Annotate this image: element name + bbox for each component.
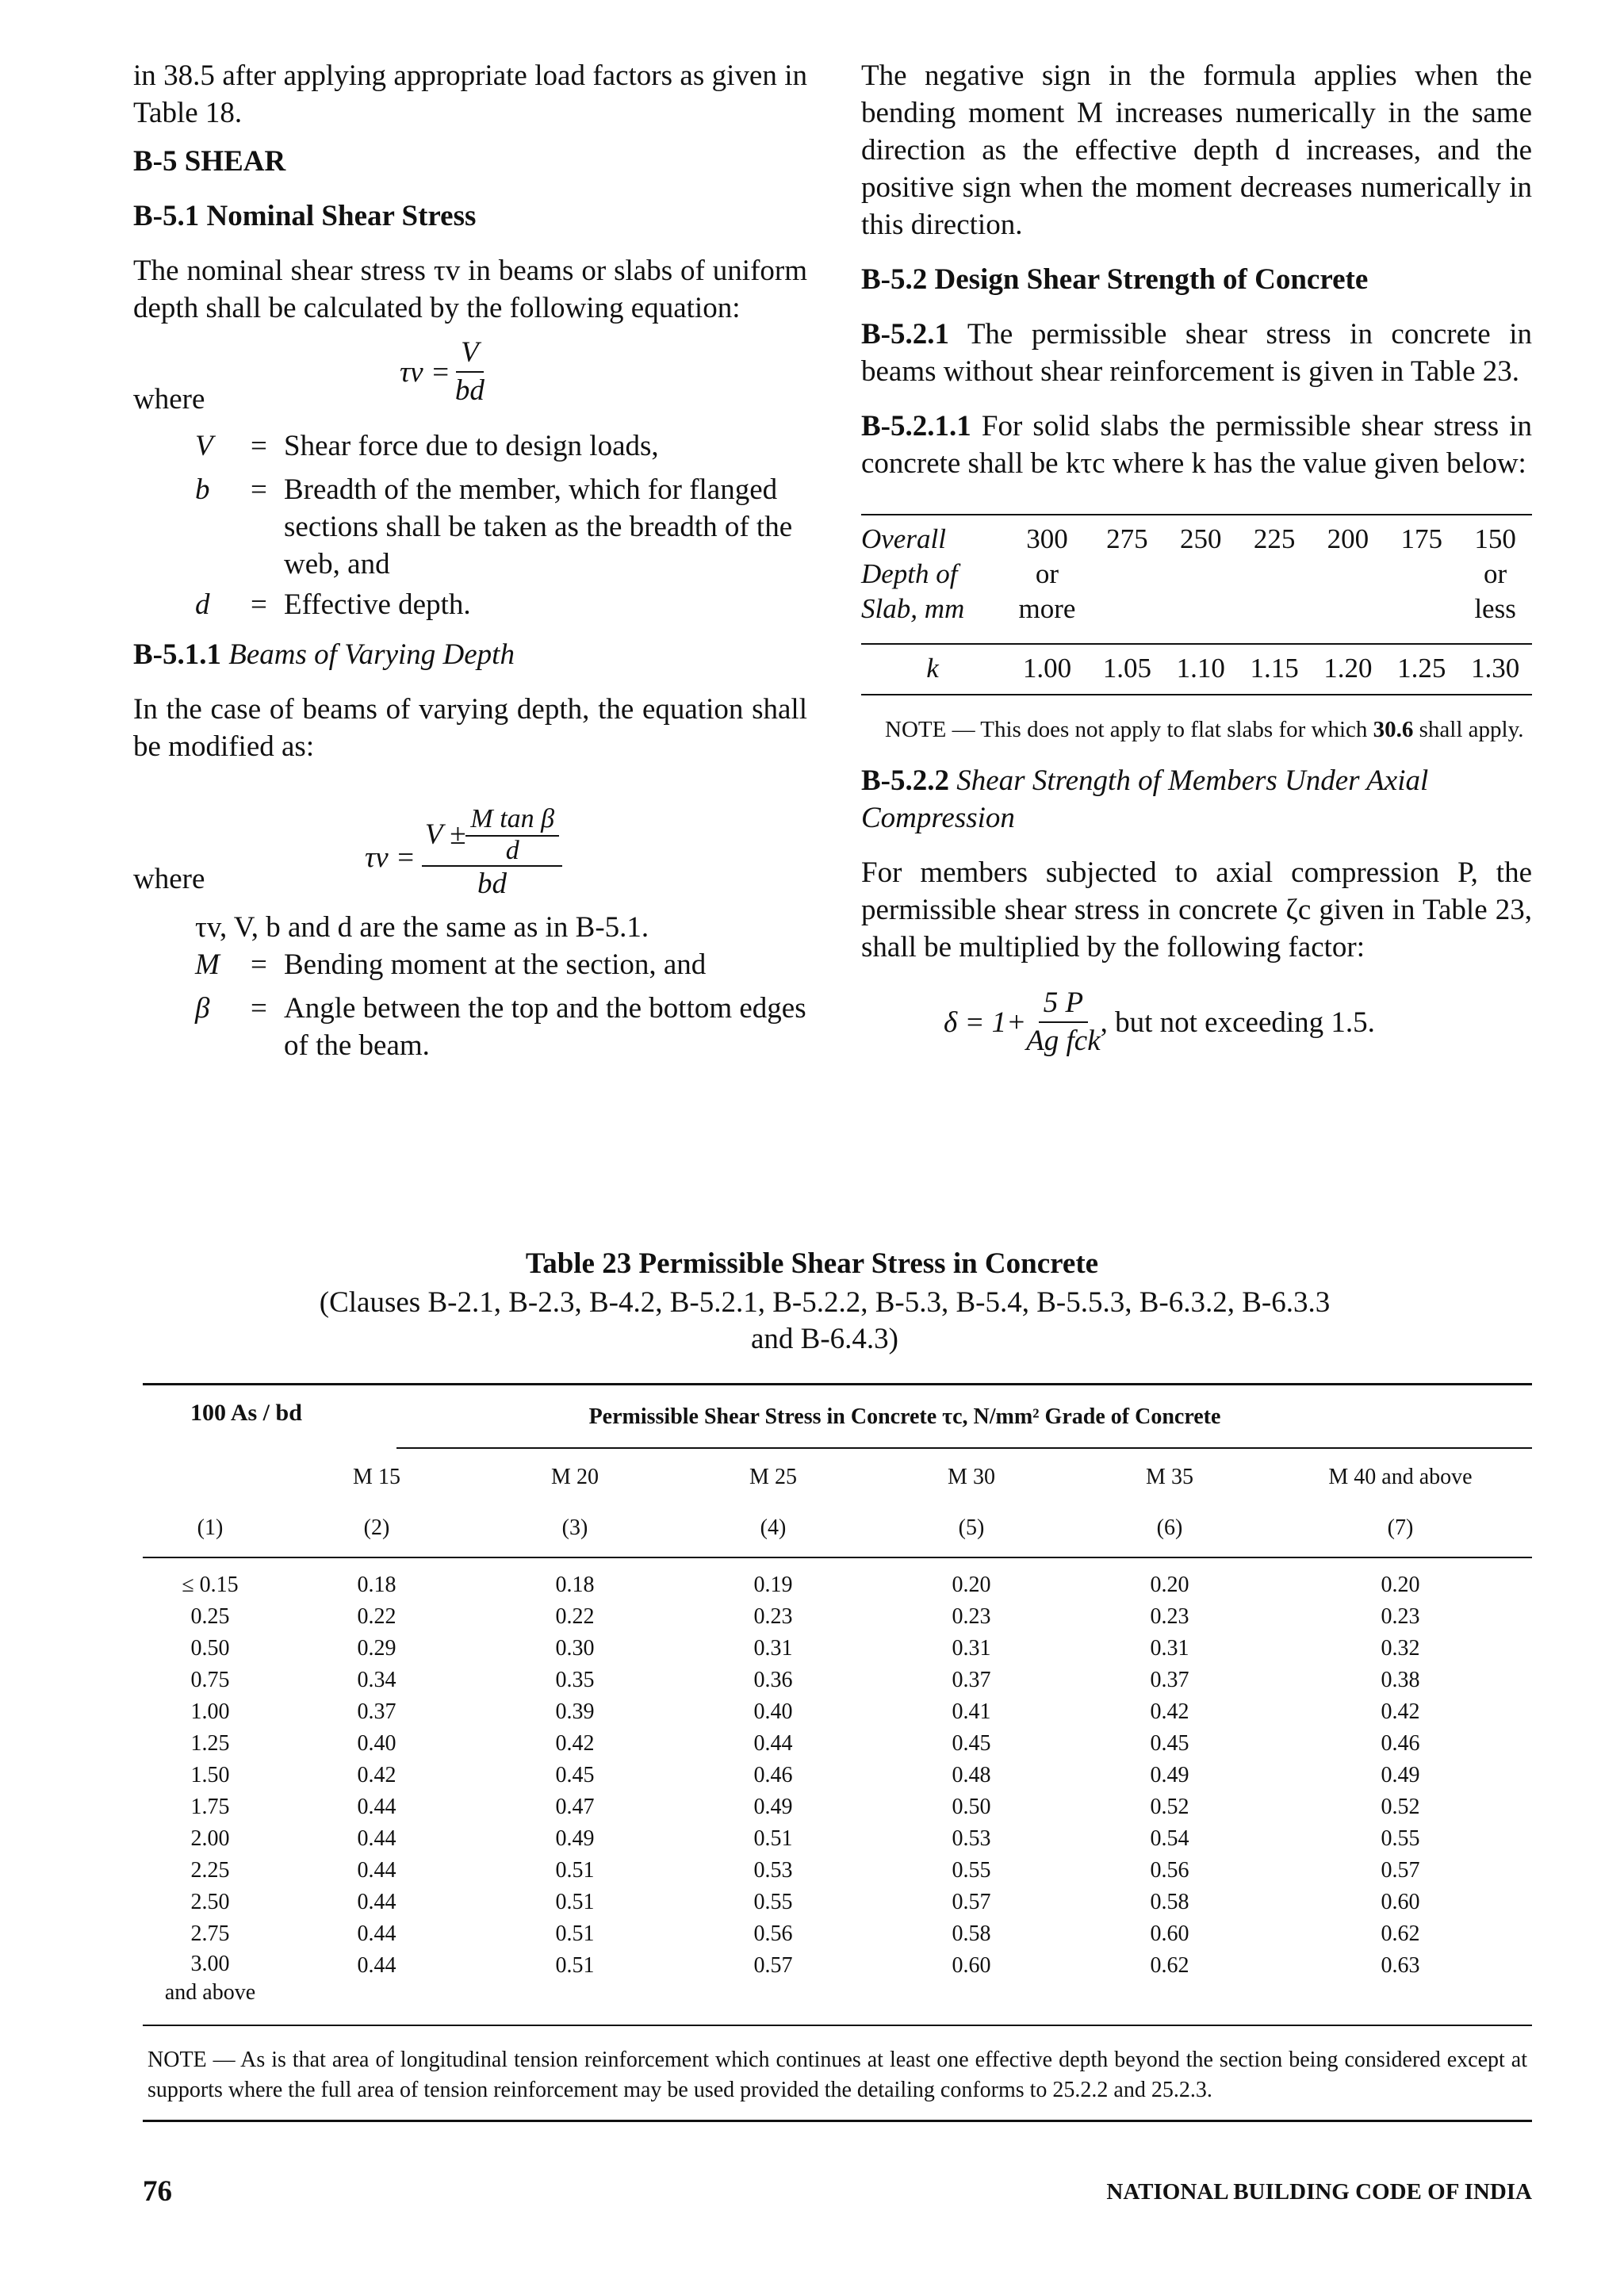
k-label: k — [861, 644, 1004, 695]
stress-cell: 0.35 — [555, 1668, 595, 1692]
definition-same-as: τv, V, b and d are the same as in B-5.1. — [195, 911, 649, 944]
sign-paragraph: The negative sign in the formula applies when the bending moment M increases numerically in the same direction as the effective depth d increases, and the positive sign when the moment decreases numerically in this direction. — [861, 59, 1532, 241]
stress-cell: 0.52 — [1150, 1795, 1189, 1819]
stress-cell: 0.42 — [1150, 1699, 1189, 1724]
heading-title: Nominal Shear Stress — [206, 200, 477, 232]
table-row — [143, 1950, 1532, 2007]
column-number: (3) — [561, 1515, 588, 1540]
ratio-cell: ≤ 0.15 — [182, 1573, 239, 1597]
depth-cell: 250 — [1164, 515, 1238, 626]
table-row — [143, 1569, 1532, 1601]
stress-cell: 0.31 — [753, 1636, 793, 1661]
stress-cell: 0.45 — [555, 1763, 595, 1787]
stress-cell: 0.42 — [357, 1763, 396, 1787]
definition-text: Shear force due to design loads, — [284, 430, 659, 462]
nominal-shear-paragraph: The nominal shear stress τv in beams or slabs of uniform depth shall be calculated by the following equation: — [133, 255, 807, 324]
stress-cell: 0.54 — [1150, 1826, 1189, 1851]
slab-depth-factor-table — [861, 514, 1532, 695]
grade-header: M 40 and above — [1328, 1465, 1473, 1489]
subsection-heading-nominal — [133, 197, 807, 235]
stress-cell: 0.36 — [753, 1668, 793, 1692]
table-row — [143, 1665, 1532, 1696]
depth-cell: 175 — [1385, 515, 1458, 626]
stress-cell: 0.37 — [357, 1699, 396, 1724]
stress-cell: 0.44 — [357, 1953, 396, 1978]
stress-cell: 0.47 — [555, 1795, 595, 1819]
stress-cell: 0.56 — [1150, 1858, 1189, 1883]
denominator: bd — [454, 374, 485, 407]
equation-nominal-shear — [133, 331, 807, 411]
stress-cell: 0.55 — [753, 1890, 793, 1914]
stress-cell: 0.51 — [555, 1953, 595, 1978]
ratio-cell: 2.75 — [190, 1921, 230, 1946]
stress-cell: 0.55 — [1381, 1826, 1420, 1851]
table-bottom-rule — [143, 2120, 1532, 2122]
table-row — [143, 1918, 1532, 1950]
k-value: 1.30 — [1458, 644, 1532, 695]
table-row — [143, 1696, 1532, 1728]
equation-axial-factor — [861, 982, 1532, 1069]
publication-title: NATIONAL BUILDING CODE OF INDIA — [1106, 2179, 1532, 2205]
table-row — [143, 1855, 1532, 1887]
column-number: (6) — [1156, 1515, 1183, 1540]
definitions-list-2 — [133, 909, 807, 1064]
stress-cell: 0.57 — [753, 1953, 793, 1978]
definition-v: V = Shear force due to design loads, — [133, 427, 807, 465]
definitions-list — [133, 427, 807, 623]
grade-header: M 30 — [948, 1465, 995, 1489]
stress-cell: 0.49 — [1150, 1763, 1189, 1787]
table-note: NOTE — As is that area of longitudinal tension reinforcement which continues at least one effective depth beyond the section being considered except at supports where the full area of tension reinforcement may be used provided the detailing conforms to 25.2.2 and 25.2.3. — [147, 2048, 1527, 2102]
k-value: 1.20 — [1311, 644, 1385, 695]
stress-cell: 0.51 — [555, 1890, 595, 1914]
stress-cell: 0.56 — [753, 1921, 793, 1946]
stress-cell: 0.49 — [1381, 1763, 1420, 1787]
axial-paragraph: For members subjected to axial compression P, the permissible shear stress in concrete ζc given in Table 23, shall be multiplied by the following factor: — [861, 856, 1532, 964]
stress-cell: 0.30 — [555, 1636, 595, 1661]
table-title: Table 23 Permissible Shear Stress in Concrete — [525, 1247, 1099, 1280]
depth-cell: 150 or less — [1458, 515, 1532, 626]
definition-d: d = Effective depth. — [133, 586, 807, 623]
stress-cell: 0.51 — [555, 1858, 595, 1883]
definition-symbol: d — [195, 588, 210, 621]
table-header — [143, 1385, 1532, 1557]
heading-number: B-5.1 — [133, 200, 200, 232]
depth-cell: 200 — [1311, 515, 1385, 626]
table-row — [143, 1760, 1532, 1791]
stress-cell: 0.52 — [1381, 1795, 1420, 1819]
ratio-cell: 0.50 — [190, 1636, 230, 1661]
column-number: (4) — [760, 1515, 787, 1540]
stress-cell: 0.41 — [952, 1699, 991, 1724]
where-label: where — [133, 863, 205, 895]
ratio-cell: 1.50 — [190, 1763, 230, 1787]
stress-cell: 0.62 — [1381, 1921, 1420, 1946]
stress-cell: 0.44 — [357, 1858, 396, 1883]
equation-fraction — [455, 335, 485, 409]
left-column — [133, 57, 807, 1064]
stress-cell: 0.18 — [357, 1573, 396, 1597]
heading-title: Shear Strength of Members Under Axial Compression — [861, 764, 1429, 834]
equation-fraction — [422, 803, 562, 902]
ratio-cell: 2.25 — [190, 1858, 230, 1883]
k-value: 1.25 — [1385, 644, 1458, 695]
stress-cell: 0.23 — [1381, 1604, 1420, 1629]
stress-cell: 0.42 — [1381, 1699, 1420, 1724]
equation-fraction — [1026, 985, 1100, 1059]
stress-cell: 0.60 — [952, 1953, 991, 1978]
stress-cell: 0.46 — [1381, 1731, 1420, 1756]
group-header-rule — [396, 1447, 1532, 1449]
stress-cell: 0.62 — [1150, 1953, 1189, 1978]
definition-symbol: β — [195, 992, 210, 1025]
stress-cell: 0.39 — [555, 1699, 595, 1724]
k-value-row — [861, 644, 1532, 695]
ratio-cell: 2.50 — [190, 1890, 230, 1914]
definition-b: b = Breadth of the member, which for flanged sections shall be taken as the breadth of the web, and — [133, 471, 807, 583]
k-value: 1.10 — [1164, 644, 1238, 695]
stress-cell: 0.44 — [357, 1795, 396, 1819]
stress-cell: 0.63 — [1381, 1953, 1420, 1978]
stress-cell: 0.55 — [952, 1858, 991, 1883]
subsection-heading-design: B-5.2 Design Shear Strength of Concrete — [861, 263, 1369, 296]
ratio-cell: 2.00 — [190, 1826, 230, 1851]
stress-cell: 0.22 — [555, 1604, 595, 1629]
stress-cell: 0.48 — [952, 1763, 991, 1787]
definition-beta: β = Angle between the top and the bottom edges of the beam. — [133, 990, 807, 1064]
section-heading-shear: B-5 SHEAR — [133, 145, 286, 178]
table-row — [143, 1887, 1532, 1918]
table-body — [143, 1558, 1532, 2025]
stress-cell: 0.45 — [952, 1731, 991, 1756]
stress-cell: 0.37 — [952, 1668, 991, 1692]
k-value: 1.15 — [1238, 644, 1312, 695]
heading-title: Beams of Varying Depth — [228, 638, 515, 671]
stress-cell: 0.49 — [555, 1826, 595, 1851]
table-row — [143, 1791, 1532, 1823]
k-value: 1.05 — [1090, 644, 1164, 695]
equation-varying-depth — [133, 772, 807, 900]
ratio-cell: 3.00 and above — [164, 1952, 256, 2005]
definition-text: Angle between the top and the bottom edges of the beam. — [284, 992, 806, 1062]
stress-cell: 0.20 — [1150, 1573, 1189, 1597]
depth-label: Overall Depth of Slab, mm — [861, 515, 1004, 626]
stress-cell: 0.20 — [1381, 1573, 1420, 1597]
ratio-cell: 1.75 — [190, 1795, 230, 1819]
definition-text: Bending moment at the section, and — [284, 948, 707, 981]
grade-header: M 20 — [551, 1465, 599, 1489]
stress-cell: 0.40 — [357, 1731, 396, 1756]
stress-cell: 0.57 — [1381, 1858, 1420, 1883]
subsection-heading-varying — [133, 636, 807, 673]
stress-cell: 0.23 — [753, 1604, 793, 1629]
definition-symbol: b — [195, 473, 210, 506]
stress-cell: 0.23 — [1150, 1604, 1189, 1629]
stress-cell: 0.19 — [753, 1573, 793, 1597]
definition-symbol: M — [195, 948, 220, 981]
definition-text: Breadth of the member, which for flanged sections shall be taken as the breadth of the web, and — [284, 473, 793, 580]
clause-number: B-5.2.1.1 — [861, 410, 971, 442]
stress-cell: 0.53 — [952, 1826, 991, 1851]
depth-cell: 300 or more — [1004, 515, 1090, 626]
stress-cell: 0.51 — [753, 1826, 793, 1851]
column-number: (2) — [363, 1515, 390, 1540]
denominator: bd — [477, 868, 507, 900]
grade-header: M 35 — [1146, 1465, 1193, 1489]
depth-cell: 225 — [1238, 515, 1312, 626]
stress-cell: 0.31 — [952, 1636, 991, 1661]
denominator: Ag fck — [1026, 1025, 1101, 1057]
table-row — [143, 1601, 1532, 1633]
numerator-left: V ± — [424, 818, 466, 851]
equation-lhs: τv = — [365, 841, 416, 874]
stress-cell: 0.42 — [555, 1731, 595, 1756]
stress-cell: 0.45 — [1150, 1731, 1189, 1756]
stress-cell: 0.44 — [357, 1921, 396, 1946]
stress-cell: 0.58 — [1150, 1890, 1189, 1914]
clause-text: The permissible shear stress in concrete in beams without shear reinforcement is given in Table 23. — [861, 318, 1532, 388]
stress-cell: 0.44 — [357, 1826, 396, 1851]
stress-cell: 0.23 — [952, 1604, 991, 1629]
ratio-label: 100 As / bd — [190, 1400, 302, 1426]
clause-text: For solid slabs the permissible shear stress in concrete shall be kτc where k has the value given below: — [861, 410, 1533, 480]
depth-row — [861, 515, 1532, 626]
stress-cell: 0.44 — [753, 1731, 793, 1756]
where-label: where — [133, 383, 205, 416]
column-number: (7) — [1387, 1515, 1414, 1540]
definition-m: M = Bending moment at the section, and — [133, 946, 807, 983]
stress-cell: 0.49 — [753, 1795, 793, 1819]
table-row — [143, 1633, 1532, 1665]
varying-depth-paragraph: In the case of beams of varying depth, the equation shall be modified as: — [133, 693, 807, 763]
group-header: Permissible Shear Stress in Concrete τc, N/mm² Grade of Concrete — [588, 1404, 1221, 1429]
right-column — [861, 57, 1532, 1069]
column-number: (1) — [197, 1515, 224, 1540]
stress-cell: 0.34 — [357, 1668, 396, 1692]
grade-header: M 25 — [749, 1465, 797, 1489]
page-number: 76 — [143, 2175, 172, 2208]
stress-cell: 0.60 — [1150, 1921, 1189, 1946]
table-clauses: (Clauses B-2.1, B-2.3, B-4.2, B-5.2.1, B-5.2.2, B-5.3, B-5.4, B-5.5.3, B-6.3.2, B-6.3.3 and B-6.4.3) — [319, 1286, 1331, 1355]
stress-cell: 0.46 — [753, 1763, 793, 1787]
stress-cell: 0.50 — [952, 1795, 991, 1819]
table-row — [143, 1823, 1532, 1855]
column-number: (5) — [958, 1515, 985, 1540]
equation-tail: , but not exceeding 1.5. — [1100, 1006, 1375, 1039]
stress-cell: 0.58 — [952, 1921, 991, 1946]
stress-cell: 0.53 — [753, 1858, 793, 1883]
stress-cell: 0.37 — [1150, 1668, 1189, 1692]
grade-header-row — [143, 1462, 1532, 1493]
numerator: V — [456, 335, 484, 373]
k-table-note: NOTE — This does not apply to flat slabs for which 30.6 shall apply. — [885, 717, 1524, 742]
definition-symbol: V — [195, 430, 213, 462]
ratio-cell: 0.25 — [190, 1604, 230, 1629]
paragraph-b521 — [861, 316, 1532, 390]
subsection-heading-axial — [861, 762, 1532, 837]
stress-cell: 0.22 — [357, 1604, 396, 1629]
intro-paragraph: in 38.5 after applying appropriate load factors as given in Table 18. — [133, 59, 807, 129]
stress-cell: 0.29 — [357, 1636, 396, 1661]
stress-cell: 0.38 — [1381, 1668, 1420, 1692]
ratio-cell: 1.25 — [190, 1731, 230, 1756]
stress-cell: 0.40 — [753, 1699, 793, 1724]
stress-cell: 0.32 — [1381, 1636, 1420, 1661]
definition-text: Effective depth. — [284, 588, 471, 621]
inner-fraction: $\frac{\text{M tan β}}{d}$ — [465, 803, 559, 865]
k-value: 1.00 — [1004, 644, 1090, 695]
stress-cell: 0.31 — [1150, 1636, 1189, 1661]
stress-cell: 0.60 — [1381, 1890, 1420, 1914]
equation-lhs: τv = — [400, 355, 450, 389]
depth-cell: 275 — [1090, 515, 1164, 626]
column-number-row — [143, 1512, 1532, 1544]
equation-lhs: δ = 1+ — [944, 1006, 1027, 1039]
stress-cell: 0.18 — [555, 1573, 595, 1597]
heading-number: B-5.2.2 — [861, 764, 949, 797]
ratio-cell: 1.00 — [190, 1699, 230, 1724]
table-row — [143, 1728, 1532, 1760]
stress-cell: 0.20 — [952, 1573, 991, 1597]
stress-cell: 0.51 — [555, 1921, 595, 1946]
heading-number: B-5.1.1 — [133, 638, 221, 671]
numerator: 5 P — [1039, 985, 1088, 1023]
stress-cell: 0.44 — [357, 1890, 396, 1914]
numerator — [422, 803, 562, 867]
grade-header: M 15 — [353, 1465, 400, 1489]
stress-cell: 0.57 — [952, 1890, 991, 1914]
shear-stress-table — [143, 1383, 1532, 2122]
clause-number: B-5.2.1 — [861, 318, 949, 351]
ratio-cell: 0.75 — [190, 1668, 230, 1692]
paragraph-b5211 — [861, 408, 1532, 482]
